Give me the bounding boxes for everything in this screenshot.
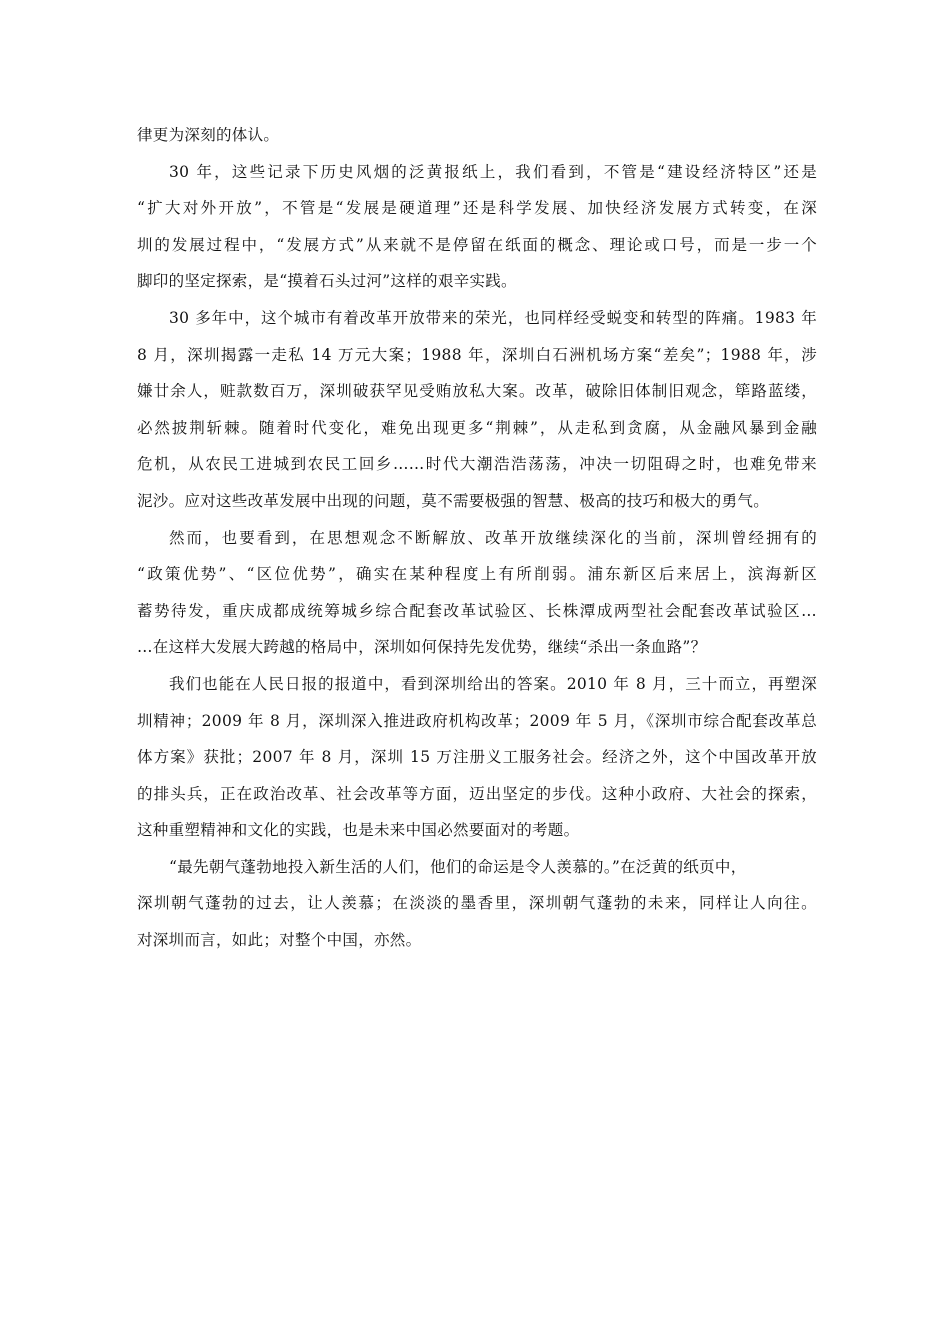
paragraph-line: 危机，从农民工进城到农民工回乡……时代大潮浩浩荡荡，冲决一切阻碍之时，也难免带来	[137, 455, 817, 474]
paragraph-line: 30 年，这些记录下历史风烟的泛黄报纸上，我们看到，不管是“建设经济特区”还是	[169, 162, 817, 181]
paragraph-line: 圳精神；2009 年 8 月，深圳深入推进政府机构改革；2009 年 5 月，《深圳市综合配套改革总	[137, 711, 817, 730]
paragraph-line: 然而，也要看到，在思想观念不断解放、改革开放继续深化的当前，深圳曾经拥有的	[169, 528, 817, 547]
paragraph-line: 30 多年中，这个城市有着改革开放带来的荣光，也同样经受蜕变和转型的阵痛。1983 年	[169, 308, 817, 327]
paragraph-line: 深圳朝气蓬勃的过去，让人羡慕；在淡淡的墨香里，深圳朝气蓬勃的未来，同样让人向往。	[137, 894, 817, 913]
paragraph-line: 这种重塑精神和文化的实践，也是未来中国必然要面对的考题。	[137, 821, 580, 840]
paragraph-line: 圳的发展过程中，“发展方式”从来就不是停留在纸面的概念、理论或口号，而是一步一个	[137, 235, 817, 254]
paragraph-line: 体方案》获批；2007 年 8 月，深圳 15 万注册义工服务社会。经济之外，这个中国改革开放	[137, 748, 817, 767]
paragraph-line: “最先朝气蓬勃地投入新生活的人们，他们的命运是令人羡慕的。”在泛黄的纸页中，	[169, 857, 747, 876]
paragraph-line: 我们也能在人民日报的报道中，看到深圳给出的答案。2010 年 8 月，三十而立，再塑深	[169, 674, 817, 693]
paragraph-line: 嫌廿余人，赃款数百万，深圳破获罕见受贿放私大案。改革，破除旧体制旧观念，筚路蓝缕，	[137, 382, 817, 401]
paragraph-line: 必然披荆斩棘。随着时代变化，难免出现更多“荆棘”，从走私到贪腐，从金融风暴到金融	[137, 418, 817, 437]
paragraph-line: 8 月，深圳揭露一走私 14 万元大案；1988 年，深圳白石洲机场方案“差矣”；1988 年，涉	[137, 345, 817, 364]
paragraph-line: 对深圳而言，如此；对整个中国，亦然。	[137, 931, 422, 950]
paragraph-line: 蓄势待发，重庆成都成统筹城乡综合配套改革试验区、长株潭成两型社会配套改革试验区…	[137, 601, 817, 620]
paragraph-line: “政策优势”、“区位优势”，确实在某种程度上有所削弱。浦东新区后来居上，滨海新区	[137, 565, 817, 584]
article-body	[137, 117, 817, 959]
paragraph-line: “扩大对外开放”，不管是“发展是硬道理”还是科学发展、加快经济发展方式转变，在深	[137, 199, 817, 218]
paragraph-line: …在这样大发展大跨越的格局中，深圳如何保持先发优势，继续“杀出一条血路”？	[137, 638, 707, 657]
paragraph-line: 脚印的坚定探索，是“摸着石头过河”这样的艰辛实践。	[137, 272, 517, 291]
paragraph-line: 泥沙。应对这些改革发展中出现的问题，莫不需要极强的智慧、极高的技巧和极大的勇气。	[137, 491, 770, 510]
paragraph-line: 的排头兵，正在政治改革、社会改革等方面，迈出坚定的步伐。这种小政府、大社会的探索，	[137, 784, 817, 803]
paragraph-line: 律更为深刻的体认。	[137, 126, 280, 144]
